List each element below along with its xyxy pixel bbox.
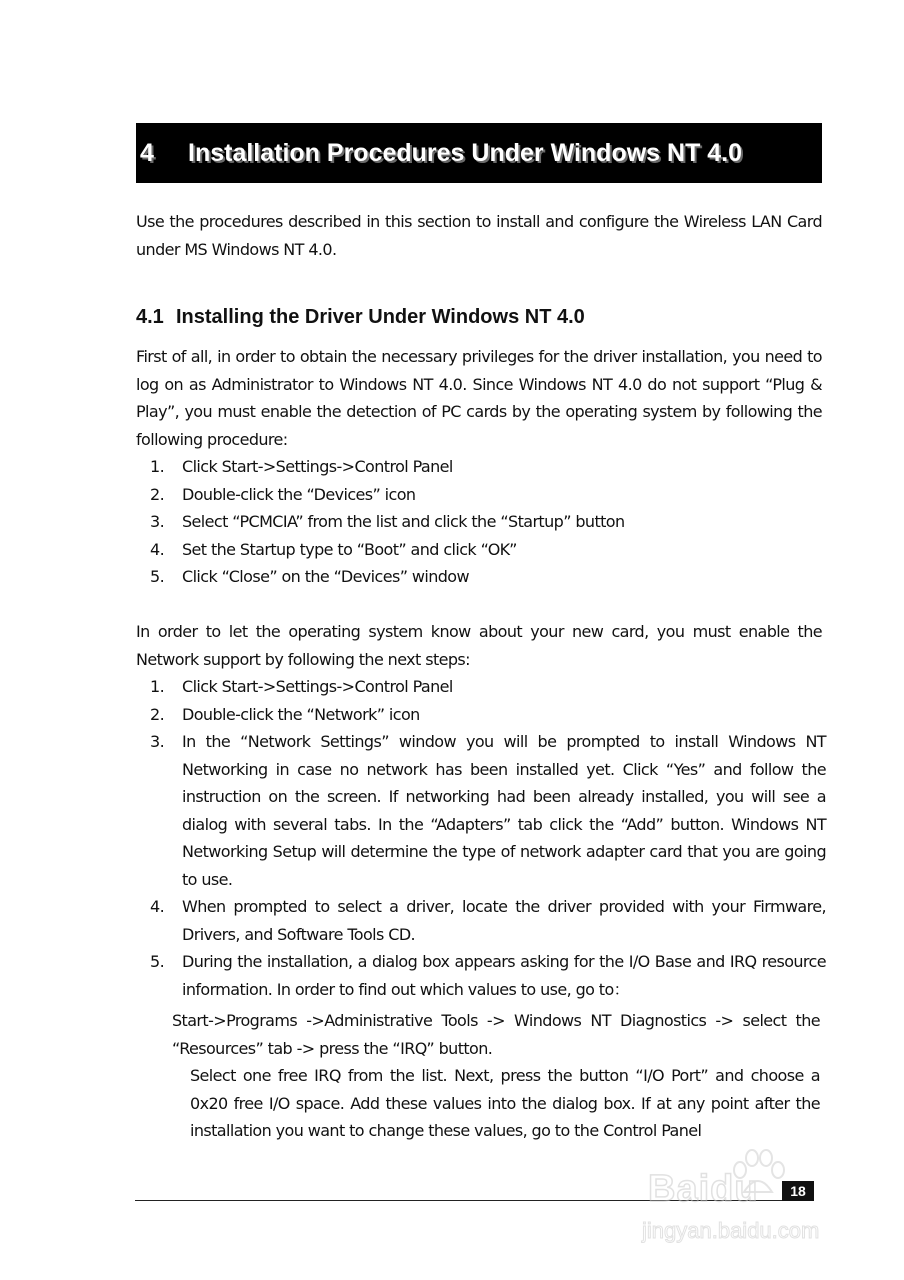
list-item: [136, 728, 826, 893]
diagnostics-path-paragraph: Start->Programs ->Administrative Tools -> Windows NT Diagnostics -> select the “Resources” tab -> press the “IRQ” button.: [172, 1011, 820, 1058]
step-text: Click Start->Settings->Control Panel: [182, 677, 453, 696]
step-text: Select “PCMCIA” from the list and click the “Startup” button: [182, 512, 625, 531]
page-number: 18: [782, 1181, 814, 1201]
step-number: 1.: [150, 457, 165, 476]
step-number: 2.: [150, 704, 165, 724]
list-item: [136, 536, 826, 564]
pcmcia-steps-list: [136, 453, 826, 591]
section-heading: [136, 306, 585, 329]
chapter-title: Installation Procedures Under Windows NT 4.0: [188, 138, 743, 167]
step-number: 5.: [150, 952, 165, 971]
step-text: Click Start->Settings->Control Panel: [182, 457, 453, 476]
step-number: 1.: [150, 677, 165, 696]
list-item: [136, 453, 826, 481]
step-number: 3.: [150, 512, 165, 531]
baidu-watermark: [640, 1148, 860, 1248]
irq-instructions-paragraph: Select one free IRQ from the list. Next, press the button “I/O Port” and choose a 0x20 free I/O space. Add these values into the dialog box. If at any point after the installation you want to change these values, go to the Control Panel: [190, 1066, 820, 1140]
step-text: In the “Network Settings” window you will be prompted to install Windows NT Networking in case no network has been installed yet. Click “Yes” and follow the instruction on the screen. If networking had been already installed, you will see a dialog with several tabs. In the “Adapters” tab click the “Add” button. Windows NT Networking Setup will determine the type of network adapter card that you are going to use.: [182, 732, 826, 889]
step-text: Double-click the “Network” icon: [182, 704, 420, 724]
step-number: 4.: [150, 897, 165, 916]
step-text: During the installation, a dialog box appears asking for the I/O Base and IRQ resource information. In order to find out which values to use, go to：: [182, 952, 826, 999]
chapter-number: 4: [140, 138, 154, 167]
footer-rule: [135, 1200, 785, 1201]
intro-paragraph: Use the procedures described in this section to install and configure the Wireless LAN Card under MS Windows NT 4.0.: [136, 212, 822, 259]
step-text: Click “Close” on the “Devices” window: [182, 567, 469, 586]
chapter-banner: [136, 123, 822, 183]
step-text: Double-click the “Devices” icon: [182, 484, 416, 504]
list-item: [136, 948, 826, 1003]
network-paragraph: In order to let the operating system know about your new card, you must enable the Network support by following the next steps:: [136, 622, 822, 669]
step-number: 2.: [150, 484, 165, 504]
network-steps-list: [136, 673, 826, 1003]
step-number: 5.: [150, 567, 165, 586]
list-item: [136, 508, 826, 536]
list-item: [136, 481, 826, 509]
step-number: 3.: [150, 732, 165, 751]
list-item: [136, 701, 826, 729]
step-number: 4.: [150, 539, 165, 559]
step-text: Set the Startup type to “Boot” and click “OK”: [182, 539, 517, 559]
step-text: When prompted to select a driver, locate the driver provided with your Firmware, Drivers, and Software Tools CD.: [182, 897, 826, 944]
list-item: [136, 563, 826, 591]
watermark-brand: Baidu: [648, 1168, 759, 1210]
section-number: 4.1: [136, 306, 164, 328]
list-item: [136, 893, 826, 948]
paw-icon: [728, 1148, 788, 1198]
section-title: Installing the Driver Under Windows NT 4.0: [176, 306, 585, 328]
privileges-paragraph: First of all, in order to obtain the necessary privileges for the driver installation, you need to log on as Administrator to Windows NT 4.0. Since Windows NT 4.0 do not support “Plug & Play”, you must enable the detection of PC cards by the operating system by following the following procedure:: [136, 347, 822, 449]
list-item: [136, 673, 826, 701]
watermark-url: jingyan.baidu.com: [642, 1218, 820, 1243]
